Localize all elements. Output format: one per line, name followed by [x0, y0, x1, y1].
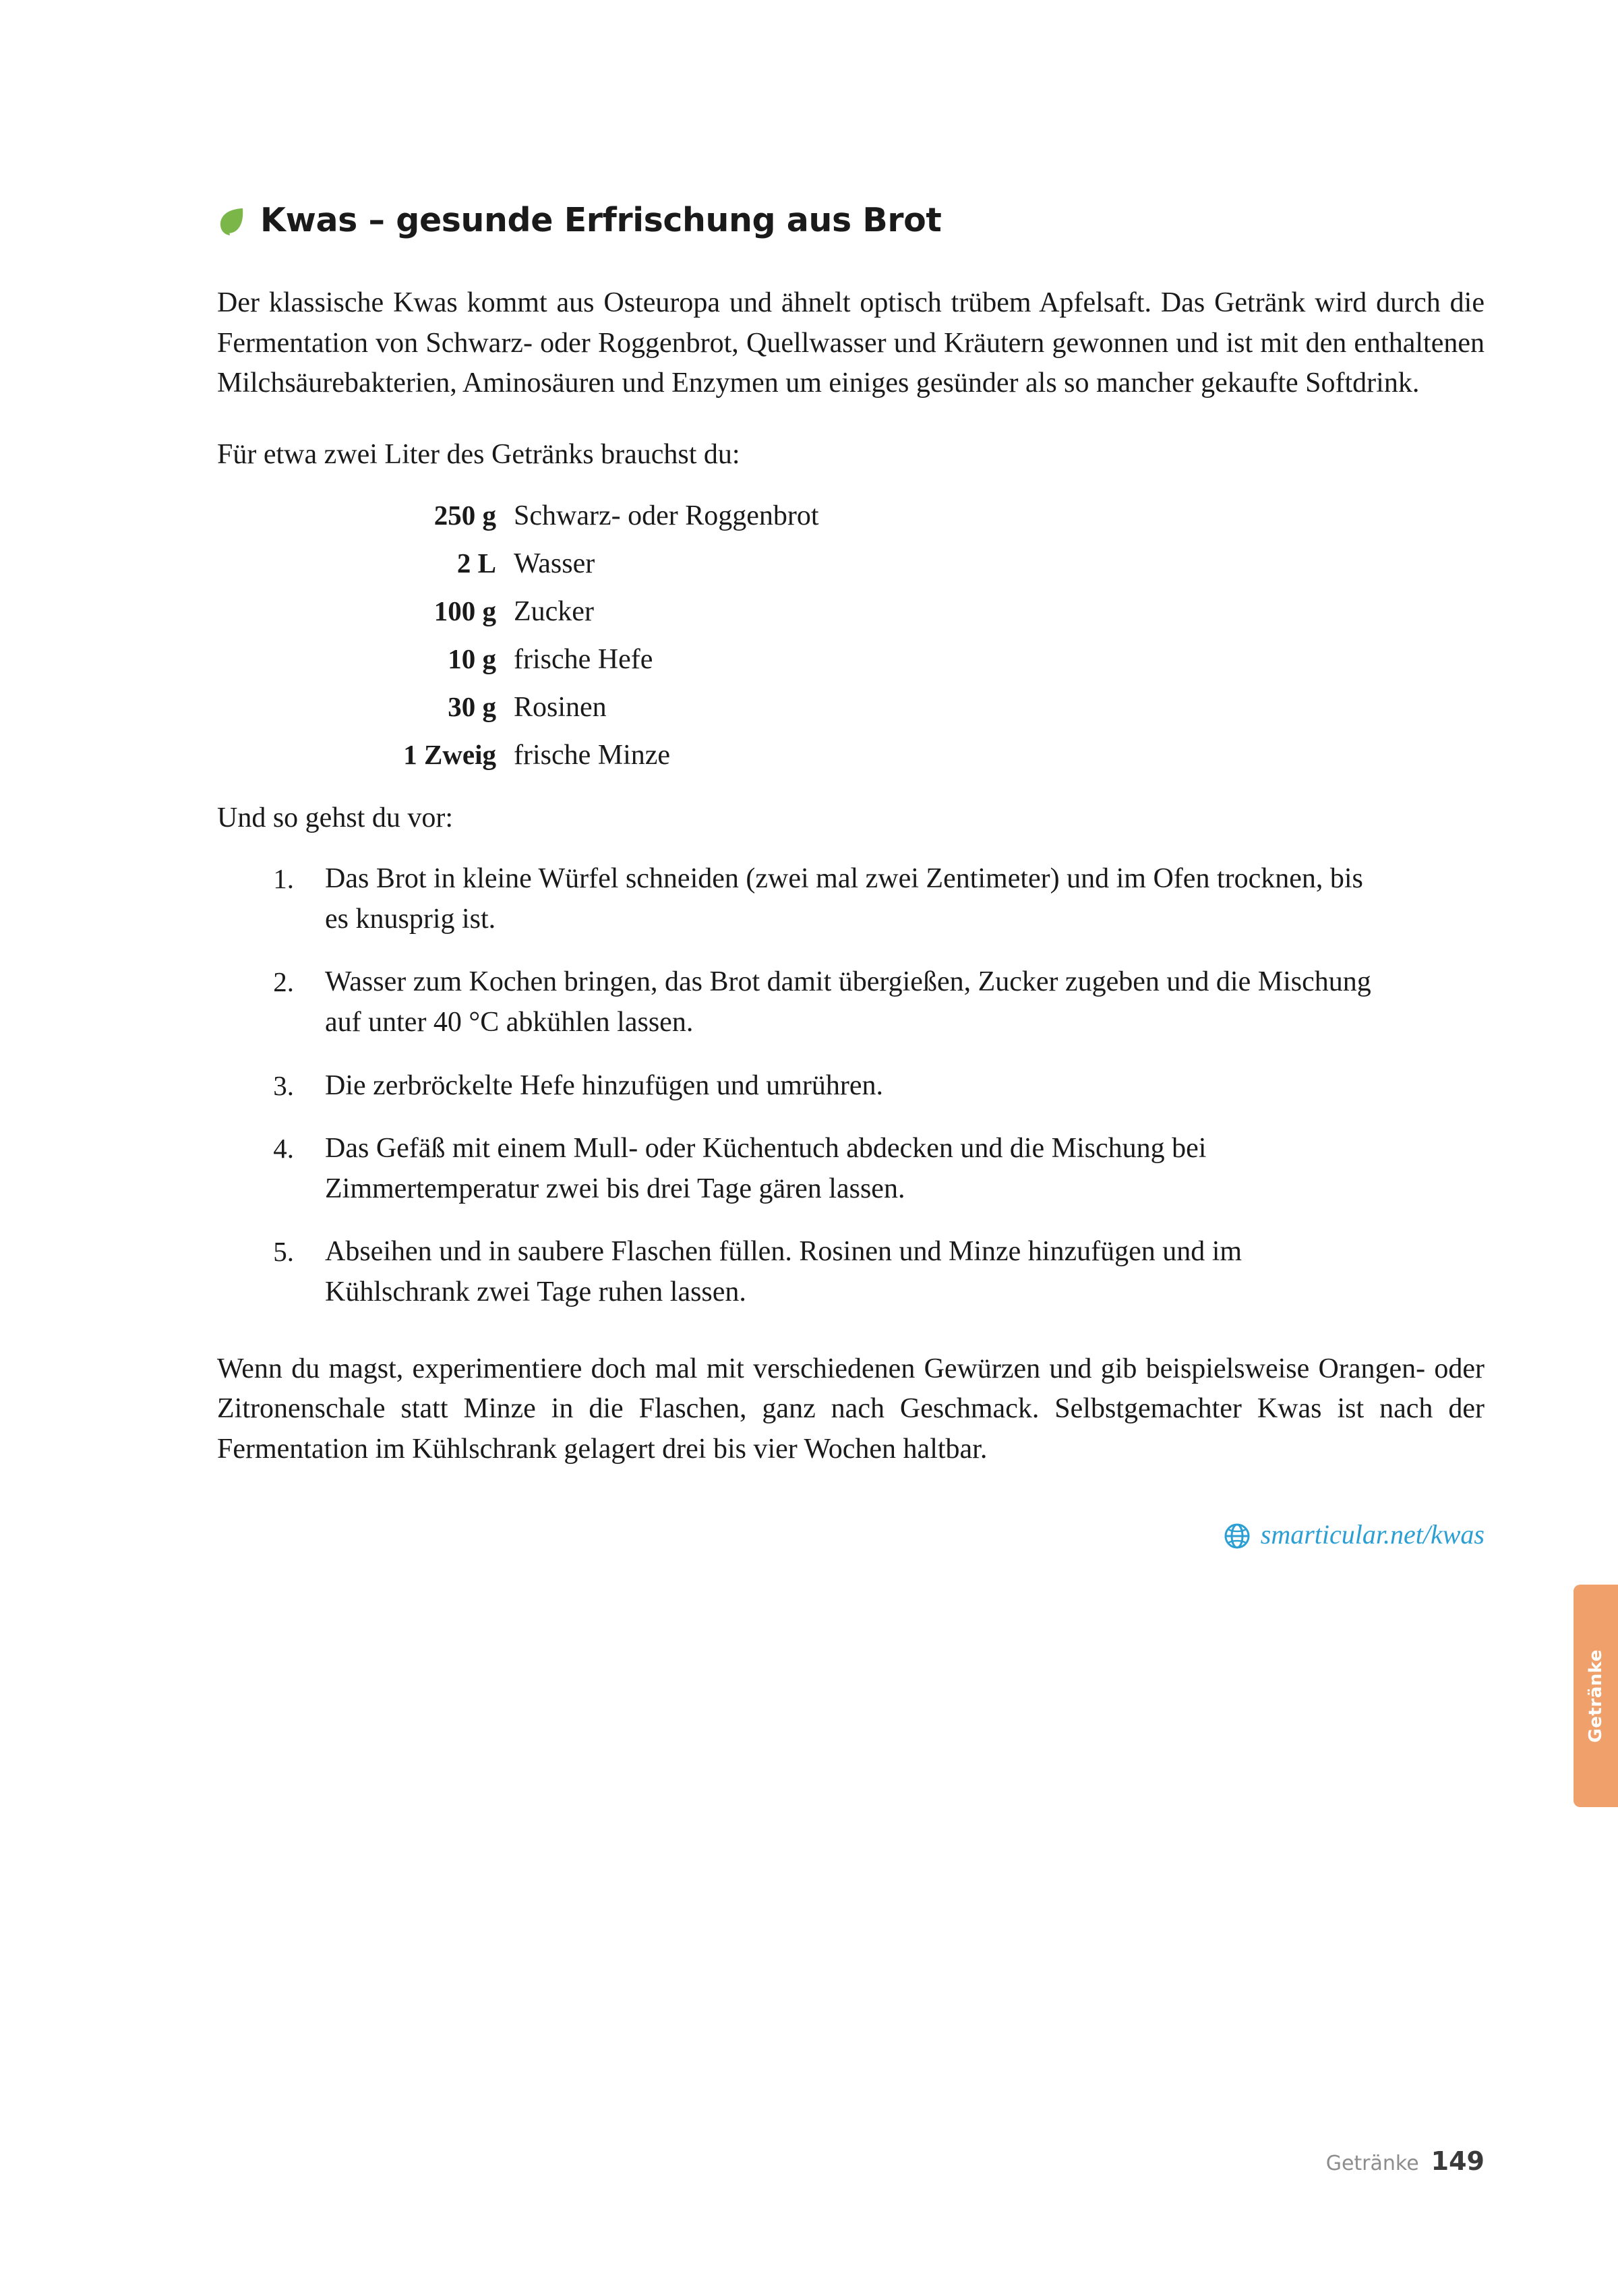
- step-text: Das Brot in kleine Würfel schneiden (zwei mal zwei Zentimeter) und im Ofen trocknen, bis es knusprig ist.: [325, 863, 1363, 935]
- step-number: 2.: [273, 966, 294, 998]
- ingredient-amount: 2 L: [456, 548, 496, 579]
- ingredient-amount: 100 g: [433, 595, 496, 627]
- ingredient-amount: 10 g: [448, 643, 496, 675]
- ingredient-amount: 30 g: [448, 691, 496, 723]
- step-number: 3.: [273, 1069, 294, 1101]
- steps-intro: Und so gehst du vor:: [217, 802, 453, 834]
- ingredients-list: [217, 499, 1485, 771]
- intro-paragraph: Der klassische Kwas kommt aus Osteuropa und ähnelt optisch trübem Apfelsaft. Das Getränk wird durch die Fermentation von Schwarz- oder Roggenbrot, Quellwasser und Kräutern gewonnen und ist mit den enthaltenen Milchsäurebakterien, Aminosäuren und Enzymen um einiges gesünder als so mancher gekaufte Softdrink.: [217, 287, 1485, 399]
- ingredient-name: Zucker: [514, 596, 594, 628]
- ingredient-name: Wasser: [514, 548, 595, 580]
- outro-paragraph: Wenn du magst, experimentiere doch mal mit verschiedenen Gewürzen und gib beispielsweise Orangen- oder Zitronenschale statt Minze in die Flaschen, ganz nach Geschmack. Selbstgemachter Kwas ist nach der Fermentation im Kühlschrank gelagert drei bis vier Wochen haltbar.: [217, 1353, 1485, 1465]
- page-number: 149: [1431, 2146, 1485, 2176]
- step-item: [217, 859, 1485, 939]
- step-number: 4.: [273, 1133, 294, 1165]
- step-item: [217, 1232, 1485, 1312]
- ingredient-name: frische Minze: [514, 740, 671, 771]
- recipe-heading: [217, 202, 1485, 239]
- ingredient-row: [217, 643, 1485, 676]
- ingredient-amount: 1 Zweig: [403, 739, 496, 771]
- source-link[interactable]: [217, 1519, 1485, 1550]
- leaf-icon: [217, 206, 245, 237]
- page-content: [217, 202, 1485, 1550]
- step-item: [217, 1066, 1485, 1107]
- step-text: Abseihen und in saubere Flaschen füllen. Rosinen und Minze hinzufügen und im Kühlschrank zwei Tage ruhen lassen.: [325, 1236, 1242, 1308]
- ingredient-amount: 250 g: [433, 500, 496, 531]
- step-item: [217, 962, 1485, 1042]
- step-number: 5.: [273, 1236, 294, 1268]
- step-text: Die zerbröckelte Hefe hinzufügen und umrühren.: [325, 1069, 883, 1101]
- ingredient-name: Schwarz- oder Roggenbrot: [514, 500, 819, 532]
- ingredients-intro: Für etwa zwei Liter des Getränks brauchst du:: [217, 438, 740, 470]
- step-text: Das Gefäß mit einem Mull- oder Küchentuch abdecken und die Mischung bei Zimmertemperatur zwei bis drei Tage gären lassen.: [325, 1133, 1207, 1204]
- page-footer: [1326, 2146, 1485, 2176]
- step-text: Wasser zum Kochen bringen, das Brot damit übergießen, Zucker zugeben und die Mischung auf unter 40 °C abkühlen lassen.: [325, 966, 1371, 1038]
- step-number: 1.: [273, 863, 294, 895]
- ingredient-row: [217, 547, 1485, 580]
- chapter-side-tab: [1574, 1585, 1618, 1807]
- ingredient-name: frische Hefe: [514, 644, 653, 676]
- ingredient-row: [217, 738, 1485, 771]
- chapter-side-tab-label: Getränke: [1586, 1649, 1606, 1743]
- ingredient-row: [217, 690, 1485, 724]
- ingredient-row: [217, 499, 1485, 532]
- page-title: Kwas – gesunde Erfrischung aus Brot: [260, 201, 942, 239]
- ingredient-row: [217, 595, 1485, 628]
- source-link-text[interactable]: smarticular.net/kwas: [1260, 1519, 1485, 1550]
- step-item: [217, 1129, 1485, 1209]
- footer-section-label: Getränke: [1325, 2152, 1419, 2175]
- globe-icon: [1224, 1523, 1250, 1549]
- steps-list: [217, 859, 1485, 1313]
- ingredient-name: Rosinen: [514, 692, 607, 724]
